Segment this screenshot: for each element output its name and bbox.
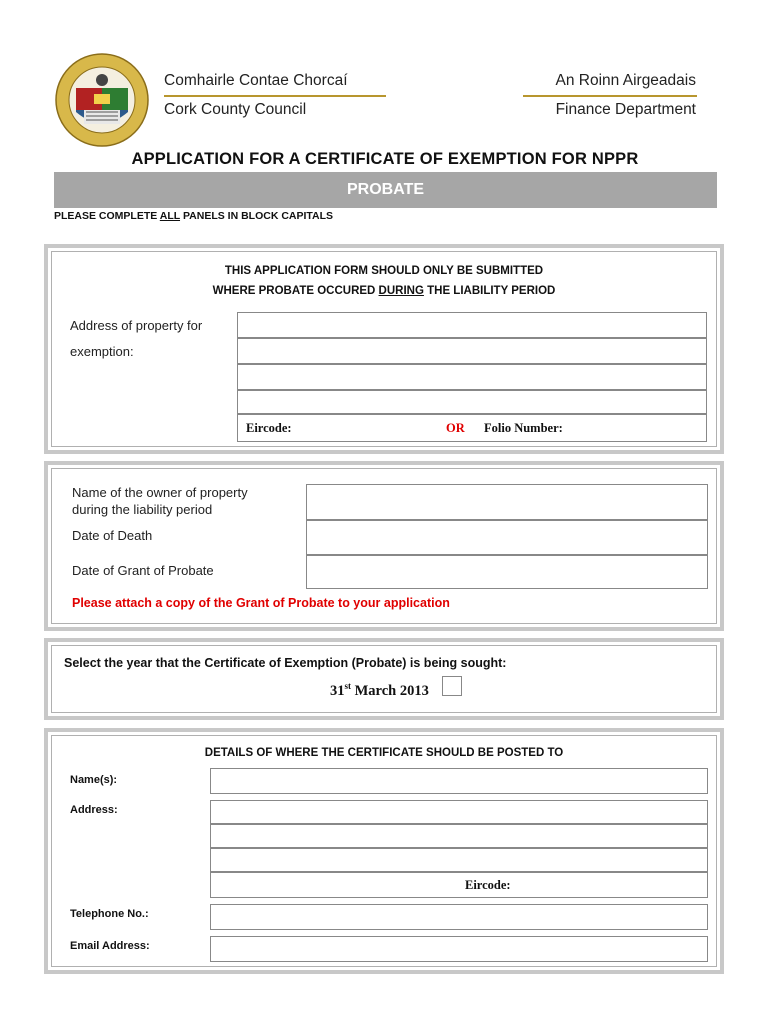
probate-banner: PROBATE xyxy=(54,172,717,208)
department-name-irish: An Roinn Airgeadais xyxy=(555,72,696,89)
instruction-prefix: PLEASE COMPLETE xyxy=(54,210,160,222)
email-field[interactable] xyxy=(210,936,708,962)
address-label-line2: exemption: xyxy=(70,344,134,359)
panel1-heading-line2 xyxy=(48,285,720,297)
telephone-label: Telephone No.: xyxy=(70,908,149,920)
panel-property-address xyxy=(44,244,724,454)
owner-name-field[interactable] xyxy=(306,484,708,520)
year-option-rest: March 2013 xyxy=(351,682,429,699)
date-of-death-label: Date of Death xyxy=(72,528,153,543)
council-name-irish: Comhairle Contae Chorcaí xyxy=(164,72,348,89)
panel-postal-details xyxy=(44,728,724,974)
attach-grant-note: Please attach a copy of the Grant of Probate to your application xyxy=(72,596,450,610)
date-of-grant-field[interactable] xyxy=(306,555,708,589)
year-option-day: 31 xyxy=(330,682,345,699)
address-line-1-field[interactable] xyxy=(237,312,707,338)
panel-owner-details xyxy=(44,461,724,631)
panel4-heading: DETAILS OF WHERE THE CERTIFICATE SHOULD BE POSTED TO xyxy=(204,747,564,759)
header-rule-right xyxy=(523,95,697,97)
council-name-english: Cork County Council xyxy=(164,101,307,118)
postal-address-line-3-field[interactable] xyxy=(210,848,708,872)
instruction-suffix: PANELS IN BLOCK CAPITALS xyxy=(180,210,334,222)
owner-label-line2: during the liability period xyxy=(72,502,213,517)
address-line-2-field[interactable] xyxy=(237,338,707,364)
address-label: Address: xyxy=(70,804,118,816)
eircode-label: Eircode: xyxy=(246,421,292,435)
address-line-4-field[interactable] xyxy=(237,390,707,414)
names-field[interactable] xyxy=(210,768,708,794)
folio-number-label: Folio Number: xyxy=(484,421,563,435)
council-crest-logo xyxy=(54,52,150,148)
form-title: APPLICATION FOR A CERTIFICATE OF EXEMPTION FOR NPPR xyxy=(131,150,639,168)
year-option-suffix: st xyxy=(344,681,351,691)
postal-address-line-1-field[interactable] xyxy=(210,800,708,824)
instruction-emphasis: ALL xyxy=(159,210,181,222)
panel-year-selection xyxy=(44,638,724,720)
address-line-3-field[interactable] xyxy=(237,364,707,390)
telephone-field[interactable] xyxy=(210,904,708,930)
postal-eircode-label: Eircode: xyxy=(465,878,511,892)
or-label: OR xyxy=(446,421,465,435)
postal-address-line-2-field[interactable] xyxy=(210,824,708,848)
eircode-folio-field[interactable] xyxy=(237,414,707,442)
panel1-heading-suffix: THE LIABILITY PERIOD xyxy=(423,285,556,297)
instruction-note xyxy=(54,210,333,222)
owner-label-line1: Name of the owner of property xyxy=(72,485,248,500)
panel1-heading-line1: THIS APPLICATION FORM SHOULD ONLY BE SUBMITTED xyxy=(224,265,544,277)
names-label: Name(s): xyxy=(70,774,118,786)
email-label: Email Address: xyxy=(70,940,150,952)
date-of-grant-label: Date of Grant of Probate xyxy=(72,563,214,578)
address-label-line1: Address of property for xyxy=(70,318,203,333)
date-of-death-field[interactable] xyxy=(306,520,708,555)
panel1-heading-emphasis: DURING xyxy=(378,285,424,297)
panel1-heading-prefix: WHERE PROBATE OCCURED xyxy=(212,285,379,297)
postal-eircode-field[interactable] xyxy=(210,872,708,898)
year-2013-checkbox[interactable] xyxy=(442,676,462,696)
department-name-english: Finance Department xyxy=(555,101,696,118)
year-option-label xyxy=(330,681,429,700)
year-prompt: Select the year that the Certificate of Exemption (Probate) is being sought: xyxy=(64,656,507,670)
header-rule-left xyxy=(164,95,386,97)
